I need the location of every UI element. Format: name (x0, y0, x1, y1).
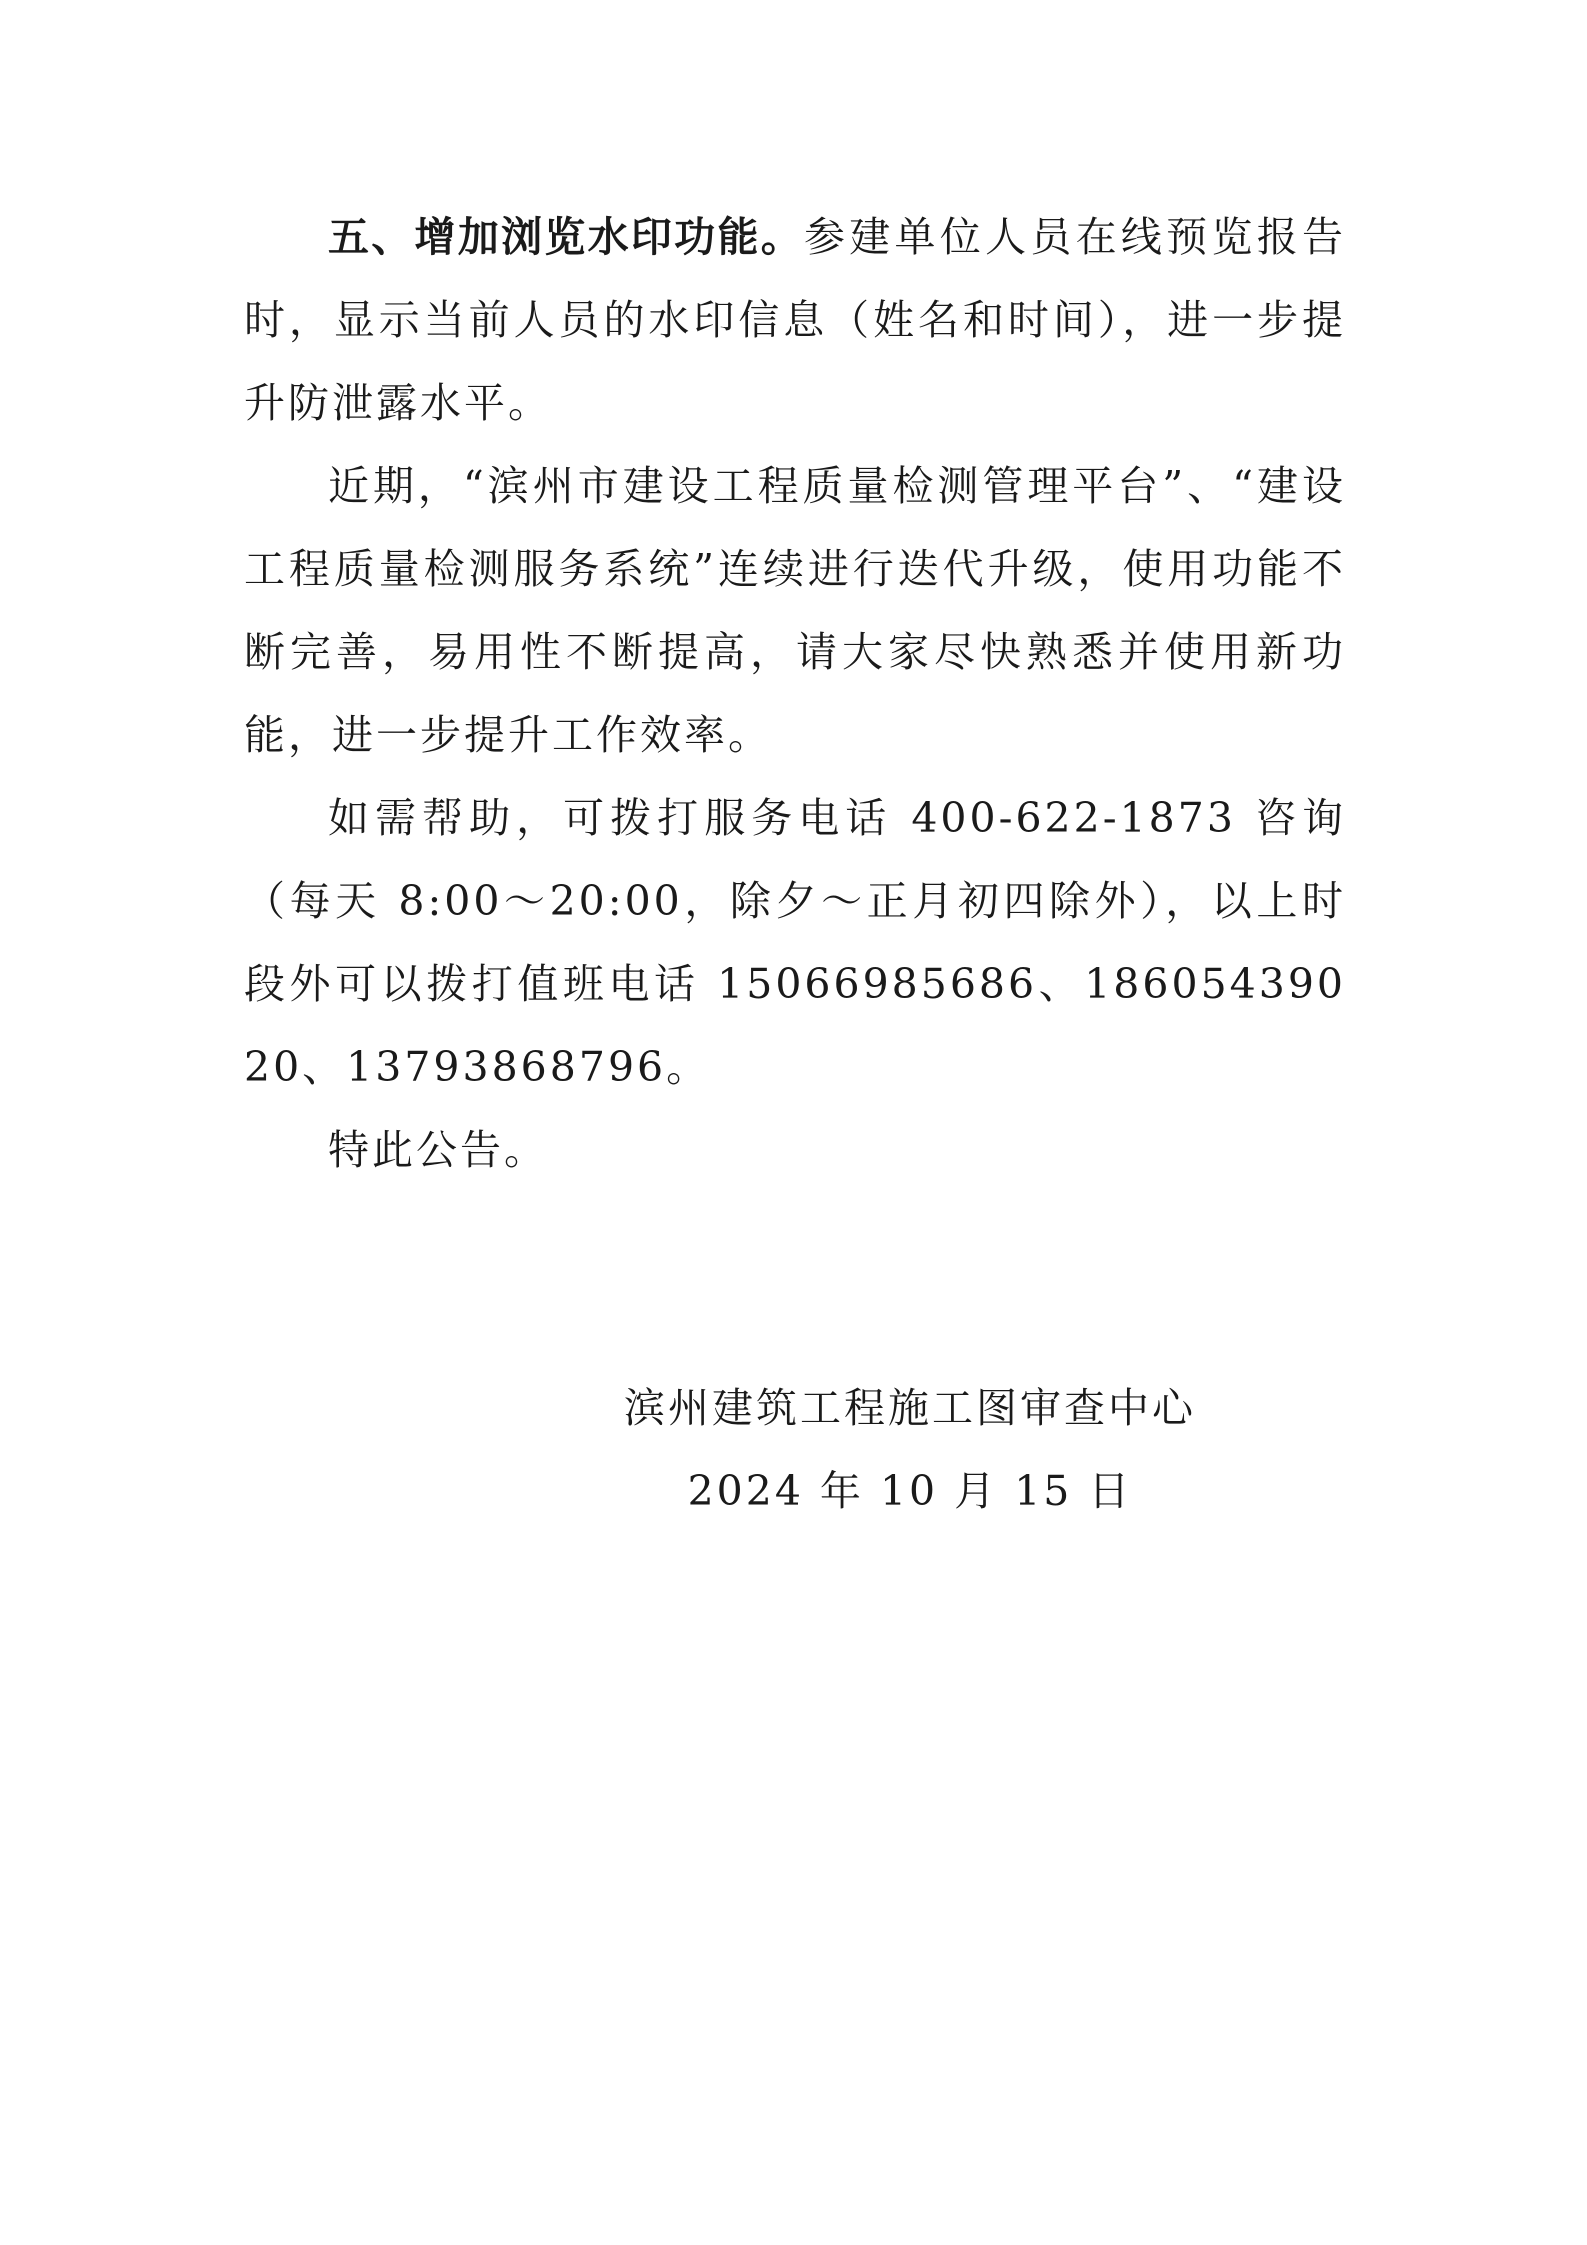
issue-date: 2024 年 10 月 15 日 (687, 1467, 1133, 1515)
signature-block (600, 1367, 1220, 1533)
paragraph-platform-upgrade (244, 445, 1346, 777)
issuing-organization: 滨州建筑工程施工图审查中心 (624, 1384, 1196, 1432)
paragraph-closing (244, 1109, 1346, 1192)
section-heading: 五、增加浏览水印功能。 (328, 213, 804, 261)
paragraph-text: 如需帮助，可拨打服务电话 400-622-1873 咨询（每天 8:00～20:00，除夕～正月初四除外），以上时段外可以拨打值班电话 15066985686、18605439020、13793868796。 (244, 794, 1346, 1091)
paragraph-text: 参建单位人员在线预览报告时，显示当前人员的水印信息（姓名和时间），进一步提升防泄露水平。 (244, 213, 1346, 427)
paragraph-text: 特此公告。 (328, 1126, 548, 1174)
paragraph-text: 近期，“滨州市建设工程质量检测管理平台”、“建设工程质量检测服务系统”连续进行迭代升级，使用功能不断完善，易用性不断提高，请大家尽快熟悉并使用新功能，进一步提升工作效率。 (244, 462, 1346, 759)
paragraph-watermark-feature (244, 196, 1346, 445)
document-body (244, 196, 1346, 1192)
paragraph-contact-info (244, 777, 1346, 1109)
